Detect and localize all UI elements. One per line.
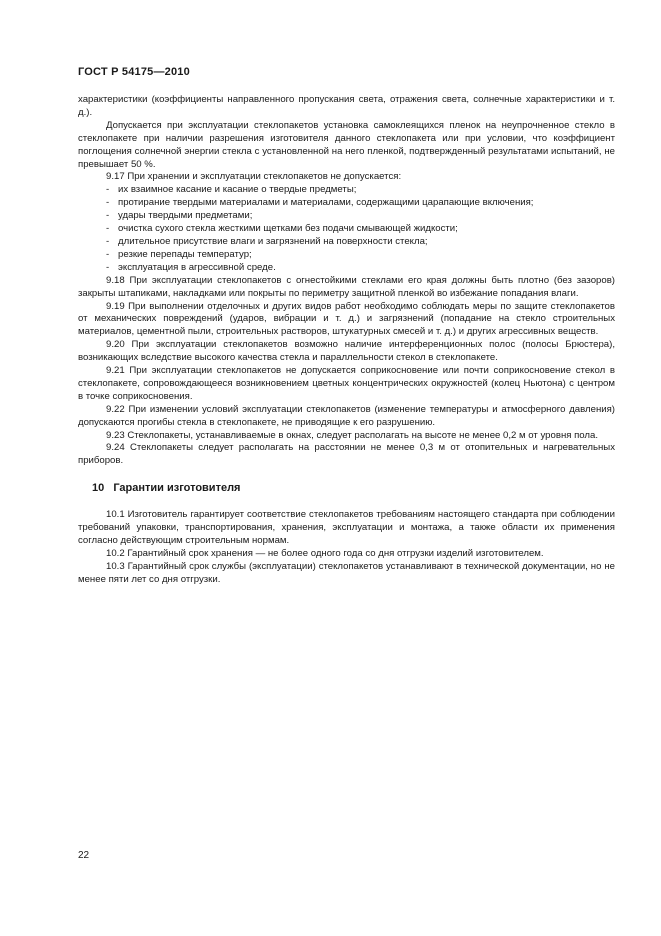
clause-10-3: 10.3 Гарантийный срок службы (эксплуатации) стеклопакетов устанавливают в технической документации, но не менее пяти лет со дня отгрузки. <box>78 560 615 585</box>
list-item: - протирание твердыми материалами и материалами, содержащими царапающие включения; <box>106 197 534 209</box>
clause-10-2: 10.2 Гарантийный срок хранения — не более одного года со дня отгрузки изделий изготовителем. <box>106 547 544 559</box>
clause-9-18: 9.18 При эксплуатации стеклопакетов с огнестойкими стеклами его края должны быть плотно (без зазоров) закрыты штапиками, накладками или покрыты по периметру защитной пленкой во избежание попадания влаги. <box>78 274 615 299</box>
clause-9-17: 9.17 При хранении и эксплуатации стеклопакетов не допускается: <box>106 171 402 183</box>
clause-9-21: 9.21 При эксплуатации стеклопакетов не допускается соприкосновение или почти соприкосновение стекол в стеклопакете, сопровождающееся возникновением цветных концентрических окружностей (колец Ньютона) с центром в точке соприкосновения. <box>78 365 615 402</box>
list-item: - очистка сухого стекла жесткими щетками без подачи смывающей жидкости; <box>106 223 458 235</box>
section-10-heading <box>78 482 615 495</box>
page-number: 22 <box>78 850 90 861</box>
list-item: - резкие перепады температур; <box>106 248 252 260</box>
list-item: - длительное присутствие влаги и загрязнений на поверхности стекла; <box>106 235 428 247</box>
section-number: 10 <box>92 482 105 495</box>
clause-9-22: 9.22 При изменении условий эксплуатации стеклопакетов (изменение температуры и атмосферного давления) допускаются прогибы стекла в стеклопакете, не приводящие к его разрушению. <box>78 403 615 428</box>
clause-9-23: 9.23 Стеклопакеты, устанавливаемые в окнах, следует располагать на высоте не менее 0,2 м от уровня пола. <box>106 429 599 441</box>
list-item: - их взаимное касание и касание о твердые предметы; <box>106 184 357 196</box>
clause-9-19: 9.19 При выполнении отделочных и других видов работ необходимо соблюдать меры по защите стеклопакетов от механических повреждений (ударов, вибрации и т. д.) и загрязнений (попадание на стекло строительных материалов, цементной пыли, строительных растворов, штукатурных смесей и т. д.) и других агрессивных веществ. <box>78 300 615 338</box>
list-item: - эксплуатация в агрессивной среде. <box>106 261 276 273</box>
page-content <box>78 94 615 587</box>
paragraph-film-permission: Допускается при эксплуатации стеклопакетов установка самоклеящихся пленок на неупрочненное стекло в стеклопакете при наличии разрешения изготовителя данного стеклопакета или при условии, что коэффициент поглощения солнечной энергии стекла с установленной на него пленкой, подтвержденный результатами испытаний, не превышает 50 %. <box>78 119 615 170</box>
clause-9-20: 9.20 При эксплуатации стеклопакетов возможно наличие интерференционных полос (полосы Брюстера), возникающих вследствие высокого качества стекла и параллельности стекол в стеклопакете. <box>78 339 615 364</box>
clause-9-24: 9.24 Стеклопакеты следует располагать на расстоянии не менее 0,3 м от отопительных и нагревательных приборов. <box>78 442 615 467</box>
document-code: ГОСТ Р 54175—2010 <box>78 66 190 78</box>
paragraph-continuation: характеристики (коэффициенты направленного пропускания света, отражения света, солнечные характеристики и т. д.). <box>78 94 615 118</box>
list-item: - удары твердыми предметами; <box>106 210 253 222</box>
clause-10-1: 10.1 Изготовитель гарантирует соответствие стеклопакетов требованиям настоящего стандарта при соблюдении требований упаковки, транспортирования, хранения, эксплуатации и монтажа, а также области их применения согласно действующим строительным нормам. <box>78 509 615 546</box>
section-title: Гарантии изготовителя <box>113 482 241 495</box>
prohibitions-list <box>78 184 615 274</box>
